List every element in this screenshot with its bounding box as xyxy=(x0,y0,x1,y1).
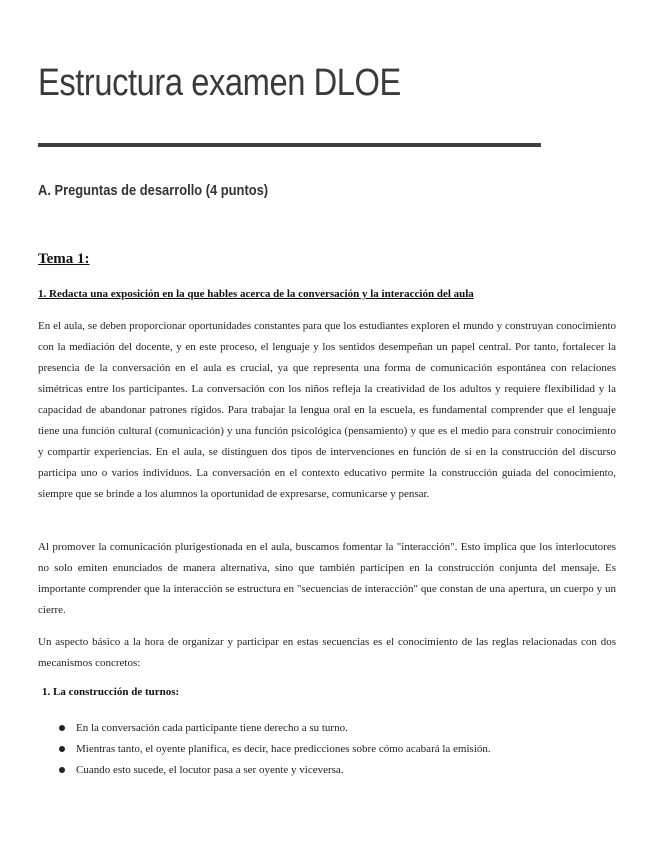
list-item-text: Cuando esto sucede, el locutor pasa a ser oyente y viceversa. xyxy=(76,764,344,776)
topic-heading: Tema 1: xyxy=(38,251,90,267)
paragraph-3: Un aspecto básico a la hora de organizar y participar en estas secuencias es el conocimiento de las reglas relacionadas con dos mecanismos concretos: xyxy=(38,636,616,669)
bullet-icon xyxy=(59,746,65,752)
list-item xyxy=(38,739,618,760)
title-divider xyxy=(38,143,541,147)
list-item-text: Mientras tanto, el oyente planifica, es decir, hace predicciones sobre cómo acabará la emisión. xyxy=(76,743,491,755)
subheading-turns: 1. La construcción de turnos: xyxy=(42,686,180,698)
list-item xyxy=(38,718,618,739)
list-item-text: En la conversación cada participante tiene derecho a su turno. xyxy=(76,722,348,734)
bullet-list xyxy=(38,718,618,781)
list-item xyxy=(38,760,618,781)
section-heading: A. Preguntas de desarrollo (4 puntos) xyxy=(38,182,269,199)
bullet-icon xyxy=(59,725,65,731)
document-title: Estructura examen DLOE xyxy=(38,62,401,104)
paragraph-2: Al promover la comunicación plurigestionada en el aula, buscamos fomentar la "interacción". Esto implica que los interlocutores no solo emiten enunciados de manera alternativa, sino que también participen en la construcción conjunta del mensaje. Es importante comprender que la interacción se estructura en "secuencias de interacción" que constan de una apertura, un cuerpo y un cierre. xyxy=(38,541,616,616)
question-heading: 1. Redacta una exposición en la que hables acerca de la conversación y la interacción del aula xyxy=(38,288,474,300)
bullet-icon xyxy=(59,767,65,773)
paragraph-1: En el aula, se deben proporcionar oportunidades constantes para que los estudiantes exploren el mundo y construyan conocimiento con la mediación del docente, y en este proceso, el lenguaje y los sentidos desempeñan un papel central. Por tanto, fortalecer la presencia de la conversación en el aula es crucial, ya que representa una forma de comunicación espontánea con relaciones simétricas entre los participantes. La conversación con los niños refleja la creatividad de los adultos y requiere flexibilidad y la capacidad de abandonar patrones rígidos. Para trabajar la lengua oral en la escuela, es fundamental comprender que el lenguaje tiene una función cultural (comunicación) y una función psicológica (pensamiento) y que es el medio para construir conocimiento y compartir experiencias. En el aula, se distinguen dos tipos de intervenciones en función de si en la construcción del discurso participa uno o varios individuos. La conversación en el contexto educativo permite la construcción guiada del conocimiento, siempre que se brinde a los alumnos la oportunidad de expresarse, comunicarse y pensar. xyxy=(38,320,616,500)
